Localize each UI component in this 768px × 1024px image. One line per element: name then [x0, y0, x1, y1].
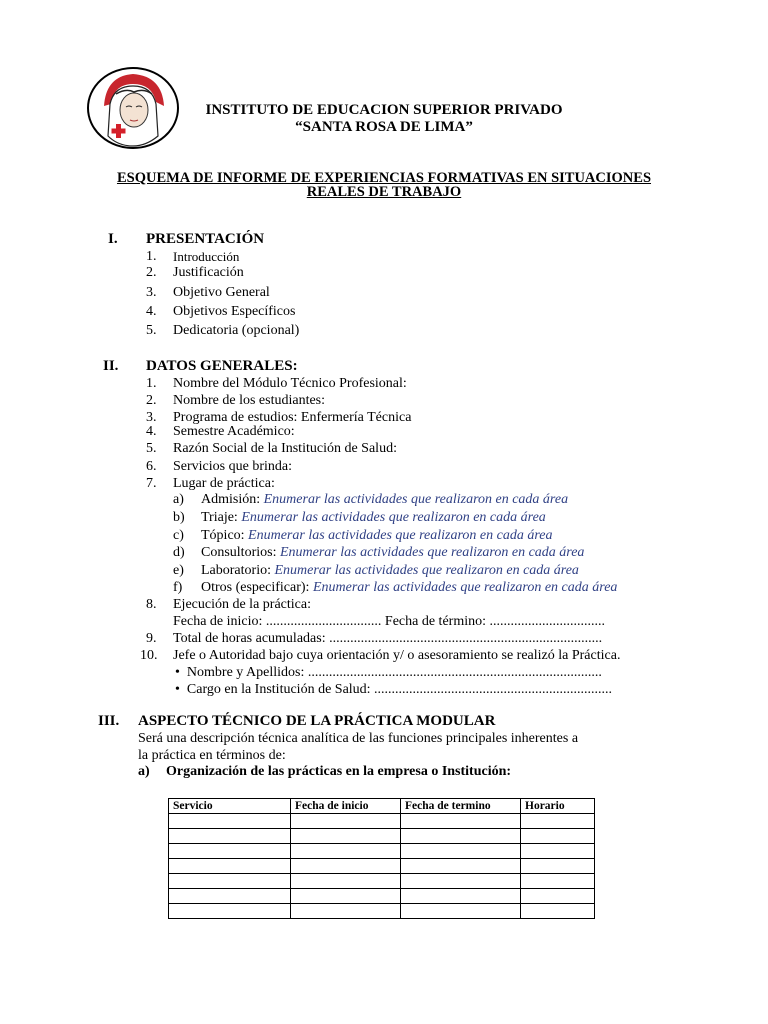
section2-item: Programa de estudios: Enfermería Técnica: [173, 410, 412, 425]
document-title-line1: ESQUEMA DE INFORME DE EXPERIENCIAS FORMATIVAS EN SITUACIONES: [116, 170, 652, 186]
section1-number: I.: [108, 231, 118, 247]
table-cell: [401, 904, 521, 919]
table-row: [169, 859, 595, 874]
institute-subname: “SANTA ROSA DE LIMA”: [295, 119, 473, 135]
section2-item: Nombre de los estudiantes:: [173, 393, 326, 408]
table-cell: [521, 844, 595, 859]
table-cell: [401, 889, 521, 904]
bullet-text: Nombre y Apellidos: ....................................................................................: [186, 665, 602, 680]
area-letter: f): [173, 580, 183, 595]
area-line: [201, 491, 568, 508]
area-line: [201, 527, 553, 544]
section2-item: Semestre Académico:: [173, 424, 295, 439]
section1-item-num: 3.: [146, 285, 157, 300]
section1-item-num: 4.: [146, 304, 157, 319]
table-cell: [521, 874, 595, 889]
area-description: Enumerar las actividades que realizaron en cada área: [248, 528, 553, 543]
section2-item: Razón Social de la Institución de Salud:: [173, 441, 397, 456]
section2-item-num: 4.: [146, 424, 157, 439]
table-row: [169, 889, 595, 904]
area-line: [201, 544, 584, 561]
section1-title: PRESENTACIÓN: [146, 231, 265, 247]
section1-item-num: 1.: [146, 249, 157, 264]
section2-item: Lugar de práctica:: [173, 476, 275, 491]
bullet-item: • Nombre y Apellidos: ....................................................................................: [175, 665, 602, 680]
table-cell: [169, 859, 291, 874]
table-header: Servicio: [169, 799, 291, 814]
section2-item-num: 3.: [146, 410, 157, 425]
table-row: [169, 904, 595, 919]
area-line: [201, 579, 617, 596]
section2-item-num: 1.: [146, 376, 157, 391]
table-cell: [521, 829, 595, 844]
section3-paragraph: Será una descripción técnica analítica de las funciones principales inherentes a: [138, 731, 579, 746]
table-cell: [169, 829, 291, 844]
table-cell: [169, 889, 291, 904]
table-cell: [291, 859, 401, 874]
table-header-row: [169, 799, 595, 814]
table-cell: [291, 844, 401, 859]
section1-item: Introducción: [173, 249, 240, 264]
table-row: [169, 874, 595, 889]
section1-item: Dedicatoria (opcional): [173, 323, 300, 338]
area-description: Enumerar las actividades que realizaron en cada área: [241, 510, 546, 525]
section2-number: II.: [103, 358, 119, 374]
table-cell: [291, 904, 401, 919]
section2-item-num: 5.: [146, 441, 157, 456]
section3-paragraph: la práctica en términos de:: [138, 748, 286, 763]
area-description: Enumerar las actividades que realizaron en cada área: [279, 545, 585, 560]
subsection-label: a): [138, 764, 150, 779]
practice-schedule-table: [168, 798, 595, 919]
area-description: Enumerar las actividades que realizaron en cada área: [312, 580, 618, 595]
section1-item: Justificación: [173, 265, 244, 280]
table-cell: [169, 844, 291, 859]
table-cell: [291, 889, 401, 904]
section1-item: Objetivo General: [173, 285, 270, 300]
area-description: Enumerar las actividades que realizaron en cada área: [274, 563, 579, 578]
table-body: [169, 814, 595, 919]
area-name: Otros (especificar):: [201, 580, 313, 595]
area-letter: d): [173, 545, 185, 560]
section1-item-num: 5.: [146, 323, 157, 338]
table-header: Fecha de inicio: [291, 799, 401, 814]
table-cell: [169, 814, 291, 829]
area-name: Admisión:: [201, 492, 264, 507]
institute-name: INSTITUTO DE EDUCACION SUPERIOR PRIVADO: [205, 102, 563, 118]
section2-item: Total de horas acumuladas: ..............................................................................: [173, 631, 603, 646]
subsection-title: Organización de las prácticas en la empresa o Institución:: [166, 764, 512, 779]
area-letter: b): [173, 510, 185, 525]
document-title-line2: REALES DE TRABAJO: [306, 184, 462, 200]
table-cell: [401, 829, 521, 844]
table-cell: [401, 859, 521, 874]
table-cell: [401, 874, 521, 889]
section3-number: III.: [98, 713, 120, 729]
table-cell: [521, 859, 595, 874]
table-cell: [401, 814, 521, 829]
table-cell: [521, 889, 595, 904]
area-name: Tópico:: [201, 528, 249, 543]
table-header: Horario: [521, 799, 595, 814]
area-letter: a): [173, 492, 184, 507]
section2-item-num: 7.: [146, 476, 157, 491]
table-cell: [169, 874, 291, 889]
area-line: [201, 562, 579, 579]
section2-item-num: 6.: [146, 459, 157, 474]
section2-item: Nombre del Módulo Técnico Profesional:: [173, 376, 407, 391]
area-name: Laboratorio:: [201, 563, 275, 578]
area-name: Triaje:: [201, 510, 242, 525]
section2-item-num: 8.: [146, 597, 157, 612]
section2-item-num: 9.: [146, 631, 157, 646]
table-header: Fecha de termino: [401, 799, 521, 814]
execution-dates-line: Fecha de inicio: ................................. Fecha de término: .................................: [173, 614, 605, 629]
table-row: [169, 829, 595, 844]
section2-title: DATOS GENERALES:: [146, 358, 298, 374]
bullet-text: Cargo en la Institución de Salud: ....................................................................: [186, 682, 613, 697]
section2-item-num: 10.: [140, 648, 158, 663]
area-letter: c): [173, 528, 184, 543]
table-cell: [521, 814, 595, 829]
area-line: [201, 509, 546, 526]
section2-item-num: 2.: [146, 393, 157, 408]
section3-title: ASPECTO TÉCNICO DE LA PRÁCTICA MODULAR: [138, 713, 496, 729]
section2-item: Servicios que brinda:: [173, 459, 292, 474]
table-row: [169, 814, 595, 829]
bullet-item: • Cargo en la Institución de Salud: ....................................................................: [175, 682, 613, 697]
table-row: [169, 844, 595, 859]
area-letter: e): [173, 563, 184, 578]
section1-item: Objetivos Específicos: [173, 304, 296, 319]
table-cell: [291, 829, 401, 844]
area-description: Enumerar las actividades que realizaron en cada área: [263, 492, 569, 507]
area-name: Consultorios:: [201, 545, 280, 560]
table-cell: [169, 904, 291, 919]
section2-item: Ejecución de la práctica:: [173, 597, 311, 612]
section1-item-num: 2.: [146, 265, 157, 280]
section2-item: Jefe o Autoridad bajo cuya orientación y/ o asesoramiento se realizó la Práctica.: [173, 648, 621, 663]
table-cell: [401, 844, 521, 859]
table-cell: [291, 874, 401, 889]
table-cell: [521, 904, 595, 919]
table-cell: [291, 814, 401, 829]
